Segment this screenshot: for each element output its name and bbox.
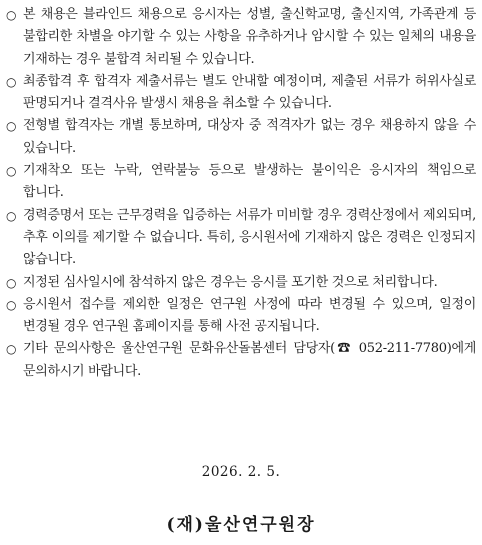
notice-text: 지정된 심사일시에 참석하지 않은 경우는 응시를 포기한 것으로 처리합니다. xyxy=(23,274,438,290)
notice-item-blind-hiring xyxy=(6,4,476,71)
bullet-circle-icon: ○ xyxy=(6,164,17,179)
bullet-circle-icon: ○ xyxy=(6,8,17,22)
notice-text: 기재착오 또는 누락, 연락불능 등으로 발생하는 불이익은 응시자의 책임으로 합니다. xyxy=(23,163,476,201)
bullet-circle-icon: ○ xyxy=(6,342,17,357)
notice-item-contact xyxy=(6,338,476,383)
bullet-circle-icon: ○ xyxy=(6,297,17,312)
bullet-circle-icon: ○ xyxy=(6,208,17,223)
notice-item-absence xyxy=(6,272,476,294)
notice-item-applicant-responsibility xyxy=(6,160,476,205)
notice-text: 경력증명서 또는 근무경력을 입증하는 서류가 미비할 경우 경력산정에서 제외되며, 추후 이의를 제기할 수 없습니다. 특히, 응시원서에 기재하지 않은 경력은 인정되지 않습니다. xyxy=(23,207,476,268)
notice-item-final-documents xyxy=(6,71,476,116)
notice-list xyxy=(6,4,476,383)
notice-item-schedule-change xyxy=(6,294,476,339)
bullet-circle-icon: ○ xyxy=(6,275,17,290)
bullet-circle-icon: ○ xyxy=(6,74,17,89)
notice-text: 기타 문의사항은 울산연구원 문화유산돌봄센터 담당자(☎ 052-211-7780)에게 문의하시기 바랍니다. xyxy=(23,341,476,379)
notice-item-notification xyxy=(6,115,476,160)
notice-text: 최종합격 후 합격자 제출서류는 별도 안내할 예정이며, 제출된 서류가 허위사실로 판명되거나 결격사유 발생시 채용을 취소할 수 있습니다. xyxy=(23,73,476,112)
issuer-signature: (재)울산연구원장 xyxy=(166,515,316,535)
notice-text: 응시원서 접수를 제외한 일정은 연구원 사정에 따라 변경될 수 있으며, 일정이 변경될 경우 연구원 홈페이지를 통해 사전 공지됩니다. xyxy=(23,296,476,335)
announcement-date: 2026. 2. 5. xyxy=(201,464,281,480)
bullet-circle-icon: ○ xyxy=(6,119,17,134)
notice-item-career-proof xyxy=(6,205,476,272)
notice-text: 전형별 합격자는 개별 통보하며, 대상자 중 적격자가 없는 경우 채용하지 않을 수 있습니다. xyxy=(23,118,476,156)
notice-text: 본 채용은 블라인드 채용으로 응시자는 성별, 출신학교명, 출신지역, 가족관계 등 불합리한 차별을 야기할 수 있는 사항을 유추하거나 암시할 수 있는 일체의 내용을 기재하는 경우 불합격 처리될 수 있습니다. xyxy=(23,7,476,67)
